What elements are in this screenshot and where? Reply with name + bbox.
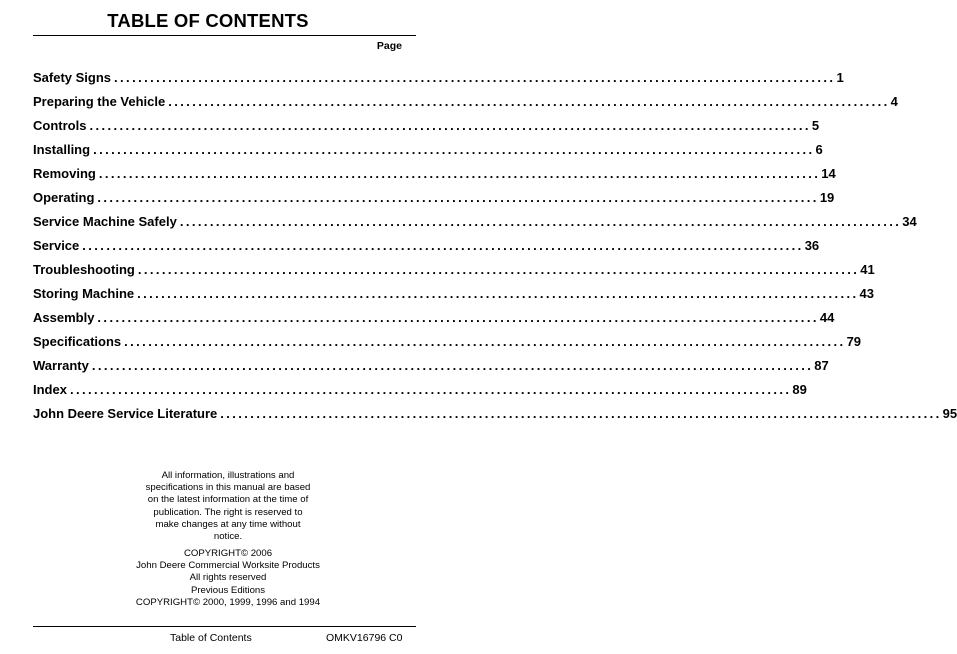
toc-entry-page: 1 <box>836 70 844 85</box>
toc-entry-preparing-the-vehicle[interactable] <box>33 94 898 118</box>
toc-entry-label: Specifications <box>33 334 122 349</box>
copyright-block <box>108 548 348 609</box>
toc-entry-removing[interactable] <box>33 166 836 190</box>
toc-dot-leader: ........................................................................................................................ <box>137 286 859 301</box>
toc-dot-leader: ........................................................................................................................ <box>93 142 815 157</box>
toc-entry-controls[interactable] <box>33 118 820 142</box>
toc-entry-installing[interactable] <box>33 142 823 166</box>
toc-entry-page: 34 <box>902 214 917 229</box>
copyright-line: John Deere Commercial Worksite Products <box>136 560 320 572</box>
footer-section-title: Table of Contents <box>170 632 252 644</box>
toc-dot-leader: ........................................................................................................................ <box>168 94 890 109</box>
toc-dot-leader: ........................................................................................................................ <box>114 70 836 85</box>
toc-entry-page: 6 <box>815 142 823 157</box>
toc-entry-label: Preparing the Vehicle <box>33 94 166 109</box>
toc-entry-label: Index <box>33 382 67 397</box>
page-title: TABLE OF CONTENTS <box>107 10 309 31</box>
toc-entry-service-machine-safely[interactable] <box>33 214 917 238</box>
toc-entry-assembly[interactable] <box>33 310 835 334</box>
toc-dot-leader: ........................................................................................................................ <box>69 382 792 397</box>
toc-entry-page: 19 <box>819 190 835 205</box>
toc-dot-leader: ........................................................................................................................ <box>220 406 942 421</box>
notice-line: notice. <box>213 531 243 543</box>
toc-entry-page: 36 <box>804 238 820 253</box>
toc-entry-label: Installing <box>33 142 91 157</box>
copyright-line: COPYRIGHT© 2000, 1999, 1996 and 1994 <box>135 596 321 608</box>
toc-dot-leader: ........................................................................................................................ <box>97 190 819 205</box>
toc-entry-label: John Deere Service Literature <box>33 406 218 421</box>
notice-line: All information, illustrations and <box>161 470 295 481</box>
toc-entry-label: Service <box>33 238 80 253</box>
toc-dot-leader: ........................................................................................................................ <box>137 262 860 277</box>
toc-entry-operating[interactable] <box>33 190 835 214</box>
toc-entry-label: Removing <box>33 166 96 181</box>
toc-entry-label: Safety Signs <box>33 70 112 85</box>
toc-entry-label: Operating <box>33 190 95 205</box>
toc-entry-page: 5 <box>811 118 820 133</box>
notice-line: publication. The right is reserved to <box>153 506 303 518</box>
toc-entry-page: 14 <box>821 166 836 181</box>
toc-entry-page: 95 <box>942 406 957 421</box>
toc-list <box>33 70 957 430</box>
toc-dot-leader: ........................................................................................................................ <box>82 238 804 253</box>
toc-dot-leader: ........................................................................................................................ <box>89 118 811 133</box>
toc-entry-page: 44 <box>819 310 835 325</box>
notice-line: specifications in this manual are based <box>145 482 311 494</box>
toc-entry-safety-signs[interactable] <box>33 70 844 94</box>
notice-line: on the latest information at the time of <box>147 494 309 506</box>
toc-dot-leader: ........................................................................................................................ <box>91 358 814 373</box>
disclaimer-notice <box>118 470 338 543</box>
footer-doc-code: OMKV16796 C0 <box>326 632 403 644</box>
toc-dot-leader: ........................................................................................................................ <box>97 310 819 325</box>
toc-dot-leader: ........................................................................................................................ <box>98 166 821 181</box>
toc-entry-page: 41 <box>860 262 875 277</box>
toc-entry-page: 89 <box>792 382 807 397</box>
toc-entry-storing-machine[interactable] <box>33 286 875 310</box>
toc-entry-label: Controls <box>33 118 87 133</box>
toc-dot-leader: ........................................................................................................................ <box>179 214 902 229</box>
toc-entry-service[interactable] <box>33 238 820 262</box>
copyright-line: All rights reserved <box>189 572 267 584</box>
toc-entry-label: Service Machine Safely <box>33 214 177 229</box>
toc-entry-troubleshooting[interactable] <box>33 262 875 286</box>
copyright-line: Previous Editions <box>190 584 266 596</box>
toc-entry-warranty[interactable] <box>33 358 829 382</box>
toc-entry-page: 87 <box>814 358 829 373</box>
toc-entry-specifications[interactable] <box>33 334 862 358</box>
copyright-line: COPYRIGHT© 2006 <box>183 548 273 559</box>
toc-entry-john-deere-service-literature[interactable] <box>33 406 957 430</box>
toc-entry-page: 79 <box>846 334 862 349</box>
toc-entry-page: 4 <box>890 94 898 109</box>
toc-entry-page: 43 <box>859 286 875 301</box>
toc-entry-label: Assembly <box>33 310 95 325</box>
toc-entry-label: Warranty <box>33 358 89 373</box>
toc-dot-leader: ........................................................................................................................ <box>124 334 846 349</box>
page-column-header: Page <box>376 40 402 52</box>
toc-entry-label: Troubleshooting <box>33 262 135 277</box>
footer-divider <box>33 626 416 627</box>
toc-entry-index[interactable] <box>33 382 807 406</box>
notice-line: make changes at any time without <box>155 518 301 530</box>
title-divider <box>33 35 416 36</box>
toc-entry-label: Storing Machine <box>33 286 135 301</box>
